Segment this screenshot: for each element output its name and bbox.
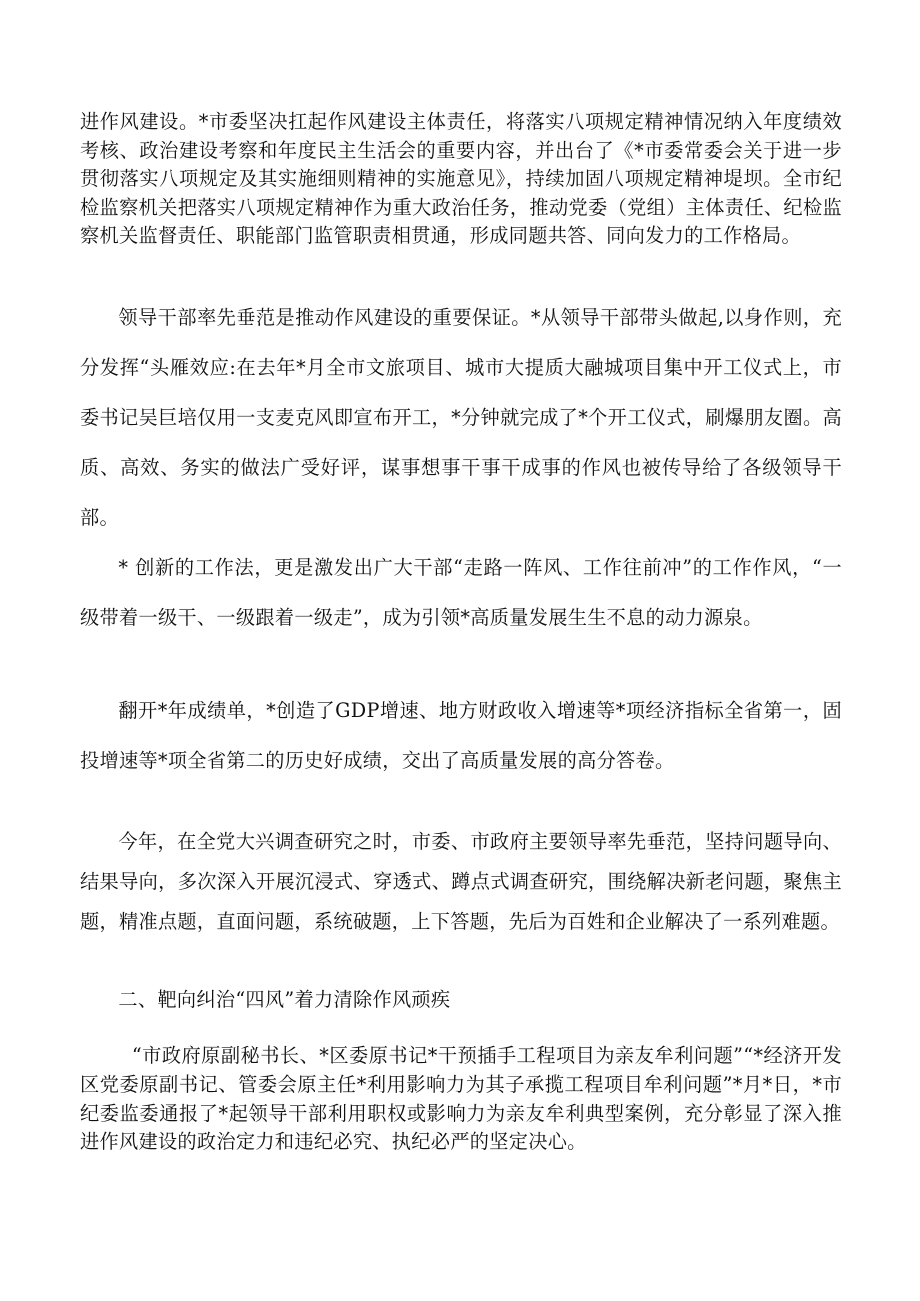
paragraph-style-building: 进作风建设。*市委坚决扛起作风建设主体责任，将落实八项规定精神情况纳入年度绩效考核、政治建设考察和年度民主生活会的重要内容，并出台了《*市委常委会关于进一步贯彻落实八项规定及其实施细则精神的实施意见》，持续加固八项规定精神堤坝。全市纪检监察机关把落实八项规定精神作为重大政治任务，推动党委（党组）主体责任、纪检监察机关监督责任、职能部门监管职责相贯通，形成同题共答、同向发力的工作格局。 [80,110,842,247]
paragraph-innovative-method: * 创新的工作法，更是激发出广大干部“走路一阵风、工作往前冲”的工作作风，“一级带着一级干、一级跟着一级走”，成为引领*高质量发展生生不息的动力源泉。 [80,556,842,629]
paragraph-report-card: 翻开*年成绩单，*创造了GDP增速、地方财政收入增速等*项经济指标全省第一，固投增速等*项全省第二的历史好成绩，交出了高质量发展的高分答卷。 [80,699,842,772]
paragraph-typical-cases: “市政府原副秘书长、*区委原书记*干预插手工程项目为亲友牟利问题”“*经济开发区党委原副书记、管委会原主任*利用影响力为其子承揽工程项目牟利问题”*月*日，*市纪委监委通报了*起领导干部利用职权或影响力为亲友牟利典型案例，充分彰显了深入推进作风建设的政治定力和违纪必究、执纪必严的坚定决心。 [80,1044,842,1154]
paragraph-leaders-example: 领导干部率先垂范是推动作风建设的重要保证。*从领导干部带头做起,以身作则，充分发挥“头雁效应:在去年*月全市文旅项目、城市大提质大融城项目集中开工仪式上，市委书记吴巨培仅用一支麦克风即宣布开工，*分钟就完成了*个开工仪式，刷爆朋友圈。高质、高效、务实的做法广受好评，谋事想事干事干成事的作风也被传导给了各级领导干部。 [80,306,842,529]
paragraph-research: 今年，在全党大兴调查研究之时，市委、市政府主要领导率先垂范，坚持问题导向、结果导向，多次深入开展沉浸式、穿透式、蹲点式调查研究，围绕解决新老问题，聚焦主题，精准点题，直面问题，系统破题，上下答题，先后为百姓和企业解决了一系列难题。 [80,830,842,933]
section-heading-two: 二、靶向纠治“四风”着力清除作风顽疾 [118,988,451,1011]
